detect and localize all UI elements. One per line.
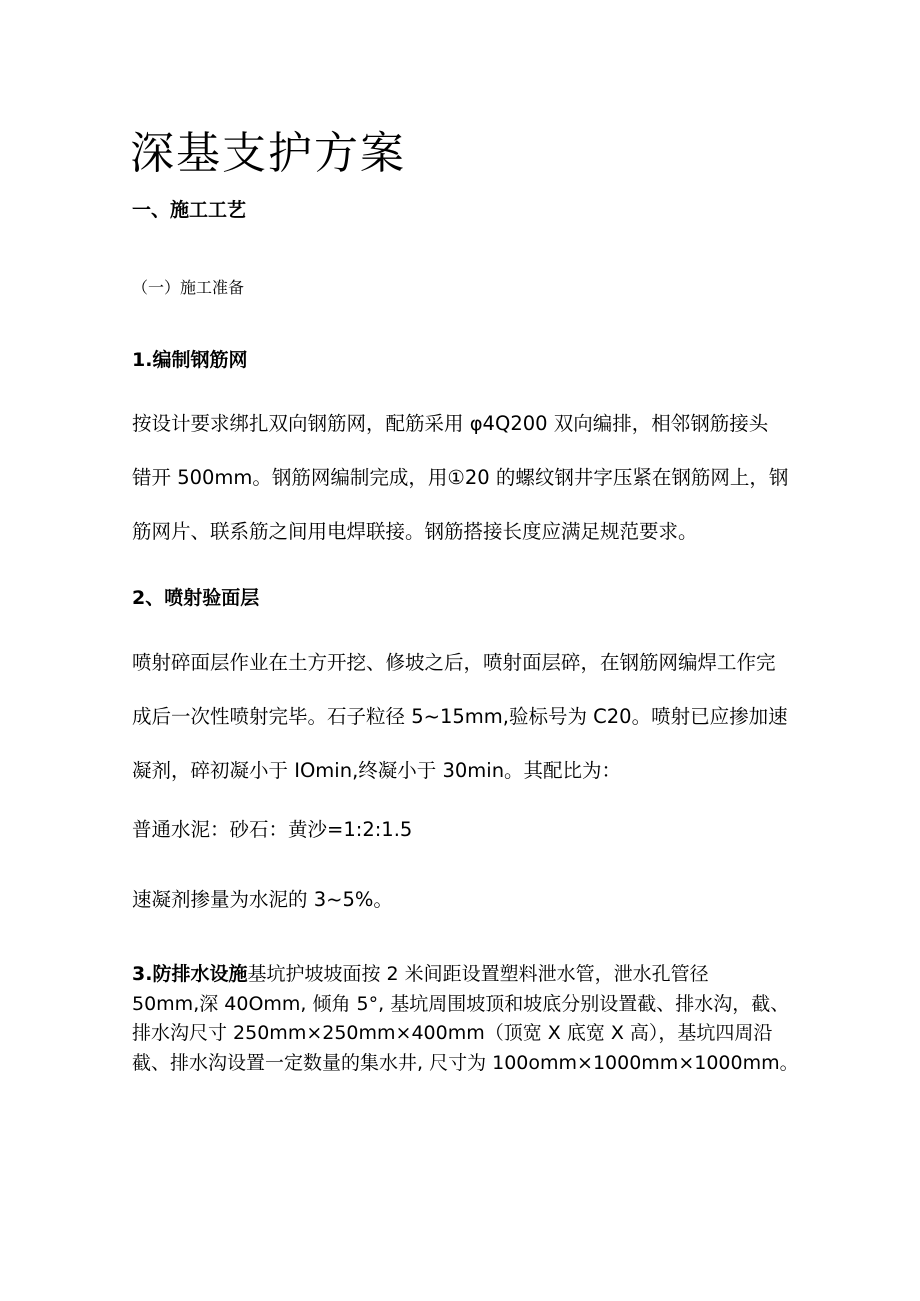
paragraph-line: 排水沟尺寸 250mm×250mm×400mm（顶宽 X 底宽 X 高），基坑四周沿 — [132, 1022, 773, 1044]
accelerator-dosage: 速凝剂掺量为水泥的 3~5%。 — [132, 888, 393, 911]
subsection-heading: （一）施工准备 — [132, 278, 245, 297]
item2-heading: 2、喷射验面层 — [132, 587, 260, 609]
paragraph-line: 喷射碎面层作业在土方开挖、修坡之后，喷射面层碎，在钢筋网编焊工作完 — [132, 651, 776, 674]
paragraph-line: 按设计要求绑扎双向钢筋网，配筋采用 φ4Q200 双向编排，相邻钢筋接头 — [132, 412, 769, 435]
paragraph-line: 错开 500mm。钢筋网编制完成，用①20 的螺纹钢井字压紧在钢筋网上，钢 — [132, 466, 789, 489]
paragraph-line: 筋网片、联系筋之间用电焊联接。钢筋搭接长度应满足规范要求。 — [132, 520, 698, 543]
section-heading: 一、施工工艺 — [132, 199, 247, 221]
item1-heading: 1.编制钢筋网 — [132, 349, 248, 371]
document-title: 深基支护方案 — [130, 128, 406, 179]
paragraph-line: 50mm,深 40Omm, 倾角 5°, 基坑周围坡顶和坡底分别设置截、排水沟，截、 — [132, 992, 790, 1015]
paragraph-line: 凝剂，碎初凝小于 IOmin,终凝小于 30min。其配比为： — [132, 759, 622, 782]
paragraph-line — [132, 960, 792, 990]
item3-paragraph — [132, 960, 799, 1078]
mix-ratio: 普通水泥：砂石：黄沙=1:2:1.5 — [132, 818, 413, 841]
item1-paragraph — [132, 397, 792, 559]
paragraph-line: 成后一次性喷射完毕。石子粒径 5~15mm,验标号为 C20。喷射已应掺加速 — [132, 705, 788, 728]
item2-paragraph — [132, 636, 792, 798]
paragraph-line: 截、排水沟设置一定数量的集水井, 尺寸为 100omm×1000mm×1000mm。 — [132, 1051, 799, 1074]
item3-first-line: 基坑护坡坡面按 2 米间距设置塑料泄水管，泄水孔管径 — [247, 963, 709, 985]
item3-heading: 3.防排水设施 — [132, 963, 248, 985]
